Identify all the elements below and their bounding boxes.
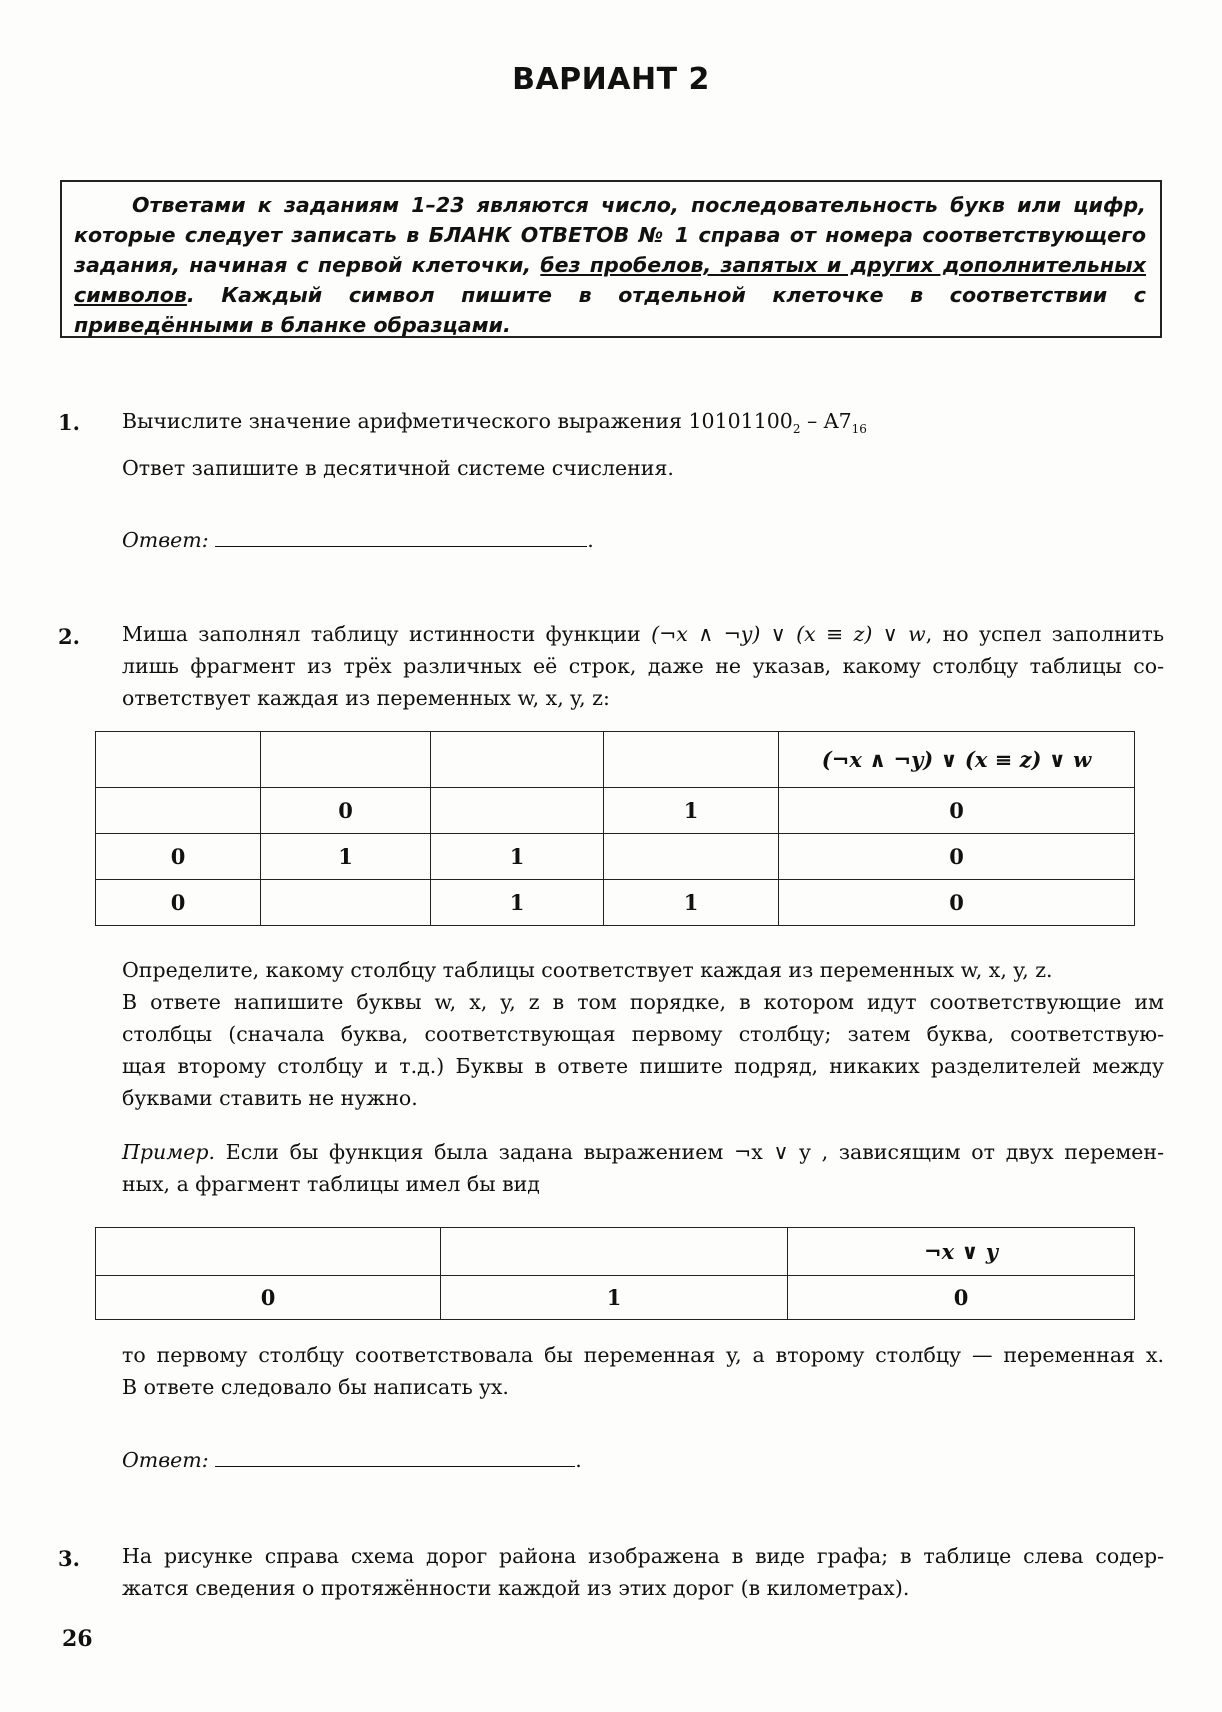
task2-number: 2.	[58, 624, 80, 649]
task2-intro: Миша заполнял таблицу истинности функции (¬x ∧ ¬y) ∨ (x ≡ z) ∨ w, но успел заполнить лишь фрагмент из трёх различных её строк, даже не указав, какому столбцу таблицы со- ответствует каждая из переменных w, x, y, z:	[122, 622, 1164, 710]
task1-instruction: Ответ запишите в десятичной системе счисления.	[122, 456, 674, 480]
example-table	[95, 1227, 1135, 1320]
page-title: ВАРИАНТ 2	[512, 62, 710, 97]
table-row: ¬x ∨ y	[96, 1228, 1135, 1276]
task1-answer: Ответ: .	[122, 528, 594, 552]
task3-number: 3.	[58, 1546, 80, 1571]
instructions-text-end: . Каждый символ пишите в отдельной клеточке в соответствии с приведёнными в бланке образцами.	[74, 283, 1146, 337]
table-row: 0 1 1 0	[96, 834, 1135, 880]
page-number: 26	[62, 1626, 93, 1652]
table-row: 0 1 0	[96, 1276, 1135, 1320]
task2-example: Пример. Если бы функция была задана выражением ¬x ∨ y , зависящим от двух перемен- ных, а фрагмент таблицы имел бы вид	[122, 1140, 1164, 1196]
task2-explanation: Определите, какому столбцу таблицы соответствует каждая из переменных w, x, y, z. В ответе напишите буквы w, x, y, z в том порядке, в котором идут соответствующие им столбцы (сначала буква, соответствующая первому столбцу; затем буква, соответствую- щая второму столбцу и т.д.) Буквы в ответе пишите подряд, никаких разделителей между буквами ставить не нужно.	[122, 958, 1164, 1110]
task1-number: 1.	[58, 410, 80, 435]
instructions-text: Ответами к заданиям 1–23 являются число, последовательность букв или цифр, которые следует записать в БЛАНК ОТВЕТОВ № 1 справа от номера соответствующего задания, начиная с первой клеточки,	[74, 193, 1146, 277]
task1-answer-field[interactable]	[215, 526, 587, 547]
instructions-underlined: без пробелов, запятых и других дополнительных символов	[74, 253, 1146, 307]
task1-question: Вычислите значение арифметического выражения $10101100_2 - A7_{16}$	[122, 409, 867, 437]
task2-example-conclusion: то первому столбцу соответствовала бы переменная y, а второму столбцу — переменная x. В ответе следовало бы написать yx.	[122, 1343, 1164, 1399]
task2-answer: Ответ: .	[122, 1448, 582, 1472]
task2-answer-field[interactable]	[215, 1446, 575, 1467]
table-row: 0 1 1 0	[96, 880, 1135, 926]
table-function-header: (¬x ∧ ¬y) ∨ (x ≡ z) ∨ w	[779, 732, 1135, 788]
truth-table	[95, 731, 1135, 926]
table-row	[96, 732, 1135, 788]
task3-text: На рисунке справа схема дорог района изображена в виде графа; в таблице слева содер- жатся сведения о протяжённости каждой из этих дорог (в километрах).	[122, 1544, 1164, 1600]
table-row: 0 1 0	[96, 788, 1135, 834]
instructions-box	[60, 180, 1162, 338]
task2-formula: (¬x ∧ ¬y) ∨ (x ≡ z) ∨ w	[651, 622, 926, 646]
